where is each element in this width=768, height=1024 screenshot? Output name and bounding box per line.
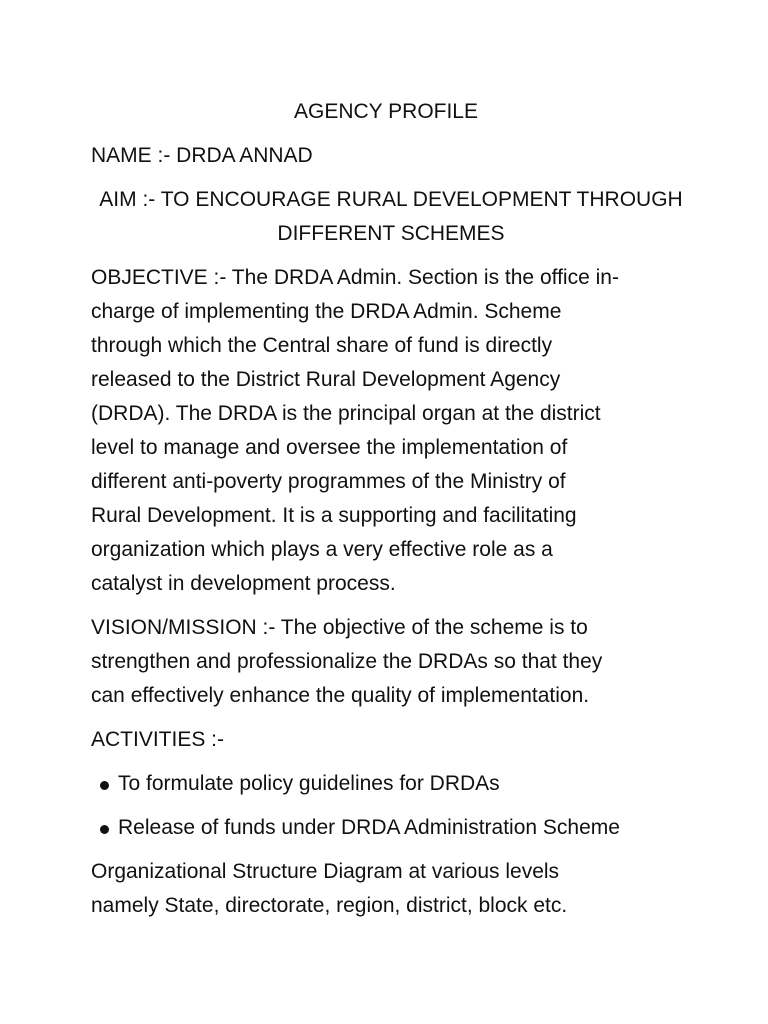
objective-line: catalyst in development process. — [91, 572, 396, 595]
objective-line: organization which plays a very effective role as a — [91, 538, 553, 561]
objective-line: different anti-poverty programmes of the Ministry of — [91, 470, 566, 493]
objective-line: OBJECTIVE :- The DRDA Admin. Section is the office in- — [91, 266, 619, 289]
activity-text: Release of funds under DRDA Administration Scheme — [118, 816, 620, 839]
objective-line: released to the District Rural Development Agency — [91, 368, 561, 391]
aim-section — [91, 183, 691, 251]
vision-mission-section — [91, 611, 691, 713]
document-title: AGENCY PROFILE — [294, 100, 478, 123]
bullet-icon — [100, 825, 109, 834]
structure-line: namely State, directorate, region, district, block etc. — [91, 894, 568, 917]
vision-line: strengthen and professionalize the DRDAs so that they — [91, 650, 603, 673]
agency-name: NAME :- DRDA ANNAD — [91, 144, 313, 167]
structure-line: Organizational Structure Diagram at various levels — [91, 860, 560, 883]
objective-line: level to manage and oversee the implementation of — [91, 436, 568, 459]
structure-section — [91, 855, 691, 923]
objective-section — [91, 261, 691, 601]
aim-line-2: DIFFERENT SCHEMES — [277, 222, 505, 245]
activity-text: To formulate policy guidelines for DRDAs — [118, 772, 500, 795]
document-page — [91, 95, 691, 933]
bullet-icon — [100, 781, 109, 790]
activities-heading: ACTIVITIES :- — [91, 728, 225, 751]
objective-line: charge of implementing the DRDA Admin. Scheme — [91, 300, 562, 323]
aim-line-1: AIM :- TO ENCOURAGE RURAL DEVELOPMENT THROUGH — [99, 188, 683, 211]
activities-list — [91, 767, 691, 845]
activity-item — [91, 767, 691, 801]
objective-line: (DRDA). The DRDA is the principal organ at the district — [91, 402, 601, 425]
objective-line: through which the Central share of fund is directly — [91, 334, 553, 357]
vision-line: VISION/MISSION :- The objective of the scheme is to — [91, 616, 588, 639]
objective-line: Rural Development. It is a supporting and facilitating — [91, 504, 577, 527]
activity-item — [91, 811, 691, 845]
vision-line: can effectively enhance the quality of implementation. — [91, 684, 590, 707]
